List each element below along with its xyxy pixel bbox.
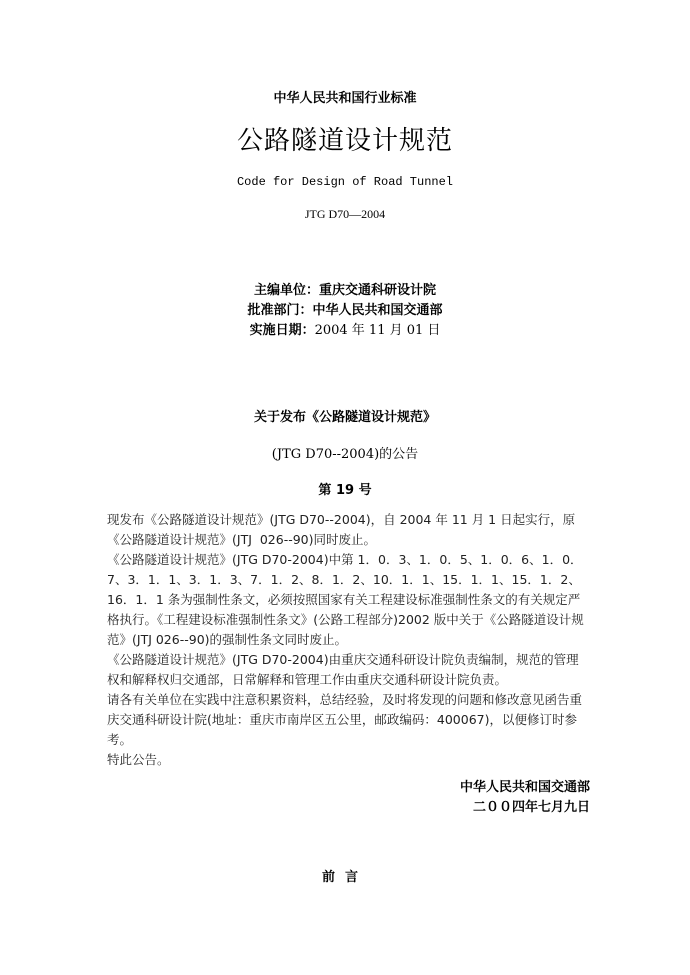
- meta-date: [0, 319, 690, 338]
- meta-approver-value: 中华人民共和国交通部: [312, 303, 443, 318]
- document-title: 公路隧道设计规范: [236, 126, 453, 156]
- paragraph: 请各有关单位在实践中注意积累资料，总结经验，及时将发现的问题和修改意见函告重庆交通科研设计院(地址：重庆市南岸区五公里，邮政编码：400067)，以便修订时参考。: [107, 692, 583, 747]
- announcement-title: 关于发布《公路隧道设计规范》: [253, 410, 436, 425]
- meta-approver-label: 批准部门：: [247, 303, 313, 318]
- paragraph: 现发布《公路隧道设计规范》(JTG D70--2004)，自 2004 年 11 月 1 日起实行，原《公路隧道设计规范》(JTJ 026--90)同时废止。: [107, 512, 576, 547]
- standard-code: JTG D70—2004: [304, 207, 386, 221]
- meta-date-value: 2004 年 11 月 01 日: [314, 323, 441, 338]
- document-title-en: Code for Design of Road Tunnel: [236, 175, 454, 189]
- meta-editor-label: 主编单位：: [253, 283, 319, 298]
- announcement-number: 第 19 号: [318, 483, 372, 498]
- signature-date: 二００四年七月九日: [472, 800, 590, 815]
- standard-label: 中华人民共和国行业标准: [273, 91, 417, 106]
- paragraph: 特此公告。: [107, 752, 170, 767]
- announcement-body: [107, 510, 589, 770]
- meta-editor-value: 重庆交通科研设计院: [319, 283, 437, 298]
- meta-approver: [0, 299, 690, 318]
- meta-date-label: 实施日期：: [249, 323, 315, 338]
- preface-heading: 前言: [321, 870, 368, 885]
- paragraph: 《公路隧道设计规范》(JTG D70-2004)中第 1．0．3、1．0．5、1．0．6、1．0．7、3．1．1、3．1．3、7．1．2、8．1．2、10．1．1、15．1．1、15．1．2、16．1．1 条为强制性条文，必须按照国家有关工程建设标准强制性条文的有关规定严格执行。《工程建设标准强制性条文》(公路工程部分)2002 版中关于《公路隧道设计规范》(JTJ 026--90)的强制性条文同时废止。: [107, 552, 584, 647]
- paragraph: 《公路隧道设计规范》(JTG D70-2004)由重庆交通科研设计院负责编制，规范的管理权和解释权归交通部，日常解释和管理工作由重庆交通科研设计院负责。: [107, 652, 579, 687]
- signature-org: 中华人民共和国交通部: [459, 780, 590, 795]
- announcement-subtitle: (JTG D70--2004)的公告: [271, 447, 419, 462]
- meta-editor: [0, 279, 690, 298]
